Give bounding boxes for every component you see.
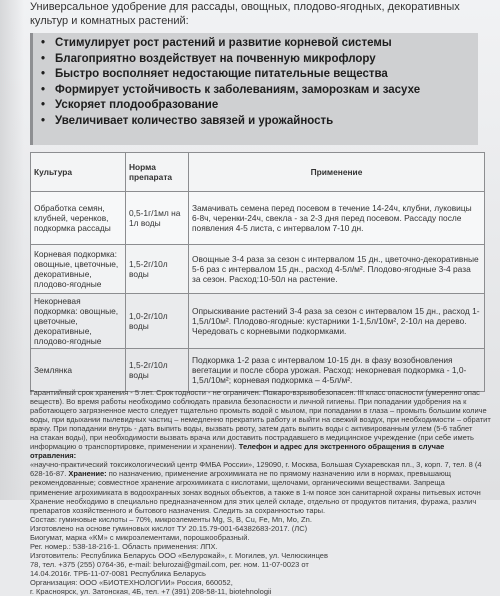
- intro-line-2: культур и комнатных растений:: [30, 15, 189, 27]
- emergency-contact-heading: Телефон и адрес для экстренного обращения в случае отравления:: [30, 442, 445, 461]
- fine-line: врачу. При попадании внутрь - дать выпить воды, вызвать рвоту, затем дать выпить воды с активированным углем (5-6 таблет: [30, 424, 473, 434]
- fine-line: Гарантийный срок хранения - 5 лет. Срок годности - не ограничен. Пожаро-взрывобезопасен. III класс опасности (умеренно опас: [30, 388, 480, 397]
- fine-line: Изготовлено на основе гуминовых кислот ТУ 20.15.79-001-64382683-2017. (ЛС): [30, 523, 308, 533]
- benefit-item: [41, 67, 478, 83]
- fine-line: препаратов хозяйственного и бытового назначения. Следить за сохранностью тары.: [30, 505, 326, 515]
- benefit-text: Увеличивает количество завязей и урожайность: [55, 114, 334, 127]
- fine-line: на стакан воды), при необходимости вызвать врача или доставить пострадавшего в медицинское учреждение (при себе иметь: [30, 433, 474, 443]
- benefit-item: [41, 98, 478, 114]
- fine-line: веществ). Во время работы необходимо соблюдать правила безопасности и личной гигиены. При попадании удобрения на к: [30, 397, 467, 407]
- fine-line: рекомендованные; совместное хранение агрохимиката с кислотами, щелочами, органическими веществами. Запреща: [30, 478, 445, 488]
- cell-norm: 1,5-2г/10л воды: [126, 349, 189, 392]
- fine-line: Состав: гуминовые кислоты – 70%, микроэлементы Mg, S, B, Cu, Fe, Mn, Mo, Zn.: [30, 514, 312, 524]
- benefit-text: Быстро восполняет недостающие питательные вещества: [55, 68, 388, 80]
- benefit-text: Формирует устойчивость к заболеваниям, заморозкам и засухе: [55, 83, 421, 96]
- benefit-text: Благоприятно воздействует на почвенную микрофлору: [55, 52, 376, 65]
- cell-norm: 1,5-2г/10л воды: [126, 245, 189, 294]
- table-row: [31, 349, 485, 392]
- fine-line: «научно-практический токсикологический центр ФМБА России», 129090, г. Москва, Большая Сухаревская пл., 3, корп. 7, тел. 8 (4: [30, 460, 482, 470]
- benefits-list: [33, 33, 478, 129]
- cell-crop: Обработка семян, клубней, черенков, подкормка рассады: [31, 192, 126, 245]
- header-crop: Культура: [31, 153, 126, 192]
- bullet-icon: •: [41, 37, 46, 49]
- fine-line: 14.04.2016г. ТРБ-11-07-0081 Республика Беларусь: [30, 568, 206, 578]
- benefits-box: [30, 33, 478, 145]
- fine-line: [30, 442, 492, 460]
- fine-line: Биогумат, марка «КМ» с микроэлементами, порошкообразный.: [30, 532, 250, 542]
- bullet-icon: •: [41, 68, 46, 80]
- cell-application: Подкормка 1-2 раза с интервалом 10-15 дн. в фазу возобновления вегетации и после сбора урожая. Расход: некорневая подкормка - 1,0-1,5л/10м²; корневая подкормка – 4-5л/м².: [189, 349, 485, 392]
- intro-line-1: Универсальное удобрение для рассады, овощных, плодово-ягодных, декоративных: [30, 1, 460, 13]
- cell-crop: Землянка: [31, 349, 126, 392]
- fine-line: 78, тел. +375 (255) 0764-36, e-mail: belurozai@gmail.com, рег. ном. 11-07-0023 от: [30, 559, 309, 569]
- header-norm: Норма препарата: [126, 153, 189, 192]
- storage-heading: Хранение:: [68, 469, 107, 479]
- bullet-icon: •: [41, 99, 46, 111]
- fine-text: по назначению, применение агрохимиката не по прямому назначению или в нормах, превышающ: [108, 469, 451, 479]
- fine-print: [30, 388, 492, 596]
- header-application: Применение: [189, 153, 485, 192]
- fine-line: [30, 469, 492, 478]
- cell-crop: Некорневая подкормка: овощные, цветочные, декоративные, плодово-ягодные: [31, 294, 126, 349]
- table-row: [31, 245, 485, 294]
- fine-text: информацию о транспортировке, применении и хранении).: [30, 442, 237, 452]
- usage-table: [30, 152, 485, 392]
- fine-line: воды, при вдыхании пылевидных частиц – немедленно прекратить работу и выйти на свежий воздух, при необходимости – обратит: [30, 415, 491, 425]
- fine-line: г. Красноярск, ул. Затонская, 4Б, тел. +7 (391) 208-58-11, biotehnologii: [30, 587, 272, 596]
- fine-text: 628-16-87.: [30, 469, 67, 479]
- bullet-icon: •: [41, 52, 46, 65]
- cell-application: Опрыскивание растений 3-4 раза за сезон с интервалом 15 дн., расход 1-1,5л/10м². Плодово-ягодные: кустарники 1-1,5л/10м², 2-10л на дерево. Чередовать с корневыми подкормками.: [189, 294, 485, 349]
- benefit-text: Стимулирует рост растений и развитие корневой системы: [55, 37, 392, 49]
- fine-line: Хранение необходимо в специально предназначенном для этих целей складе, отдельно от продуктов питания, фуража, различ: [30, 496, 477, 506]
- table-header-row: [31, 153, 485, 192]
- table-row: [31, 192, 485, 245]
- table-row: [31, 294, 485, 349]
- fine-line: работающего загрязненное место следует тщательно промыть водой с мылом, при попадании в глаза – промыть большим количе: [30, 406, 487, 416]
- benefit-text: Ускоряет плодообразование: [55, 99, 219, 111]
- bullet-icon: •: [41, 114, 46, 127]
- benefit-item: [41, 52, 478, 68]
- fine-line: Рег. номер.: 538-18-216-1. Область применения: ЛПХ.: [30, 541, 218, 551]
- cell-norm: 1,0-2г/10л воды: [126, 294, 189, 349]
- intro-text: [30, 0, 490, 28]
- fine-line: применение агрохимиката в водоохранных зонах водных объектов, а также в 1-м поясе зон санитарной охраны питьевых источн: [30, 487, 481, 497]
- fine-line: Организация: ООО «БИОТЕХНОЛОГИИ» Россия, 660052,: [30, 577, 233, 587]
- cell-application: Овощные 3-4 раза за сезон с интервалом 15 дн., цветочно-декоративные 5-6 раз с интервалом 15 дн., расход 4-5л/м². Плодово-ягодные 3-4 раза за сезон. Расход:10-50л на растение.: [189, 245, 485, 294]
- bullet-icon: •: [41, 83, 46, 96]
- cell-crop: Корневая подкормка: овощные, цветочные, декоративные, плодово-ягодные: [31, 245, 126, 294]
- benefit-item: [41, 36, 478, 52]
- fine-line: Изготовитель: Республика Беларусь ООО «Белурожай», г. Могилев, ул. Челюскинцев: [30, 550, 328, 560]
- cell-norm: 0,5-1г/1мл на 1л воды: [126, 192, 189, 245]
- benefit-item: [41, 83, 478, 99]
- benefit-item: [41, 114, 478, 130]
- package-fold-shadow: [0, 0, 24, 500]
- cell-application: Замачивать семена перед посевом в течение 14-24ч, клубни, луковицы 6-8ч, черенки-24ч, свекла - за 2-3 дня перед посевом. Рассаду после появления 4-5 листа, с интервалом 7-10 дн.: [189, 192, 485, 245]
